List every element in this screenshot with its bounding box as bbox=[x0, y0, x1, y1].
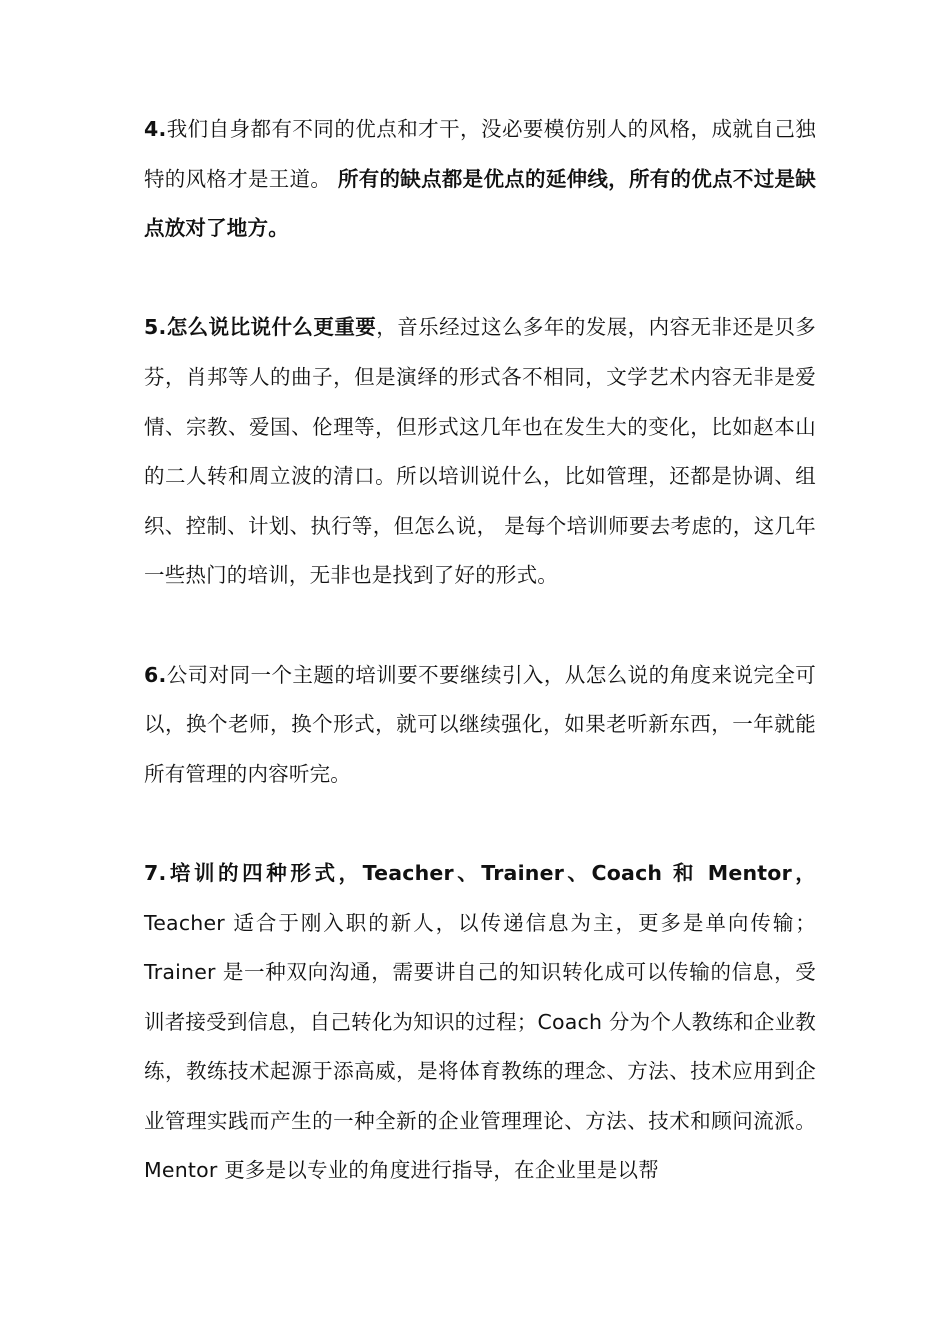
paragraph-6-text: 公司对同一个主题的培训要不要继续引入，从怎么说的角度来说完全可以，换个老师，换个形式，就可以继续强化，如果老听新东西，一年就能所有管理的内容听完。 bbox=[144, 662, 816, 786]
paragraph-5-number: 5. bbox=[144, 315, 167, 340]
paragraph-6-number: 6. bbox=[144, 662, 167, 687]
paragraph-7-bold-text: 培训的四种形式，Teacher、Trainer、Coach 和 Mentor， bbox=[166, 860, 816, 885]
paragraph-4-text: 我们自身都有不同的优点和才干，没必要模仿别人的风格，成就自己独特的风格才是王道。 bbox=[144, 117, 816, 191]
paragraph-5-text: ，音乐经过这么多年的发展，内容无非还是贝多芬，肖邦等人的曲子，但是演绎的形式各不相同，文学艺术内容无非是爱情、宗教、爱国、伦理等，但形式这几年也在发生大的变化，比如赵本山的二人转和周立波的清口。所以培训说什么，比如管理，还都是协调、组织、控制、计划、执行等，但怎么说， 是每个培训师要去考虑的，这几年一些热门的培训，无非也是找到了好的形式。 bbox=[144, 315, 817, 588]
paragraph-7-text: Teacher 适合于刚入职的新人，以传递信息为主，更多是单向传输；Trainer 是一种双向沟通，需要讲自己的知识转化成可以传输的信息，受训者接受到信息，自己转化为知识的过程；Coach 分为个人教练和企业教练，教练技术起源于添高威，是将体育教练的理念、方法、技术应用到企业管理实践而产生的一种全新的企业管理理论、方法、技术和顾问流派。Mentor 更多是以专业的角度进行指导，在企业里是以帮 bbox=[144, 910, 816, 1183]
document-page bbox=[144, 105, 816, 1196]
paragraph-4-number: 4. bbox=[144, 117, 167, 141]
paragraph-7 bbox=[144, 849, 816, 1196]
paragraph-5-bold-text: 怎么说比说什么更重要 bbox=[166, 315, 377, 340]
paragraph-7-number: 7. bbox=[144, 860, 167, 885]
paragraph-5 bbox=[144, 303, 816, 601]
paragraph-6 bbox=[144, 651, 816, 800]
paragraph-4-bold-text: 所有的缺点都是优点的延伸线，所有的优点不过是缺点放对了地方。 bbox=[144, 166, 816, 241]
paragraph-4 bbox=[144, 105, 816, 254]
